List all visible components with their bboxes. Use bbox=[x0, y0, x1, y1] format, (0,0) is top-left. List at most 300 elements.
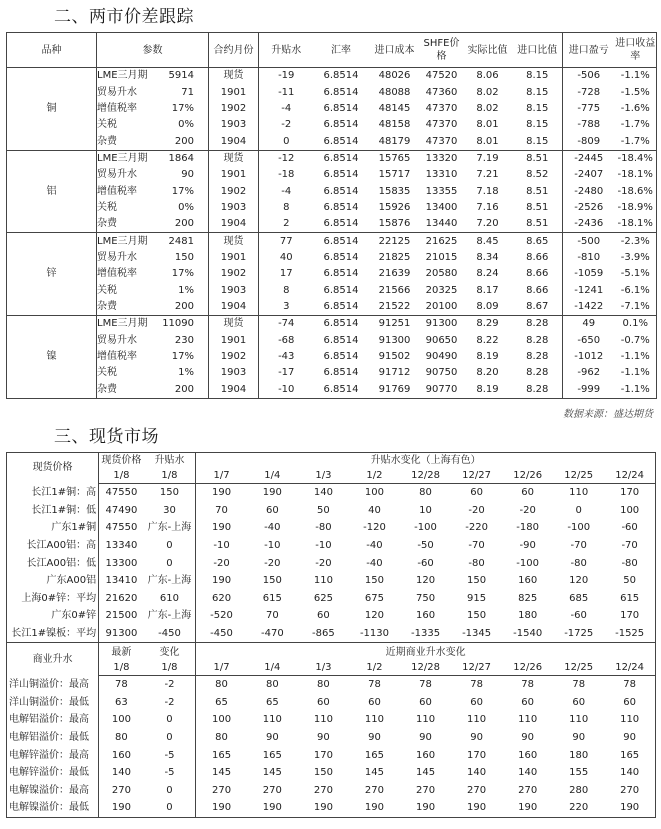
table-cell: 1903 bbox=[209, 282, 259, 298]
table-cell: 160 bbox=[415, 749, 436, 761]
header-cell: 进口比值 bbox=[513, 33, 563, 68]
table-cell: -18.1% bbox=[615, 216, 657, 233]
table-cell: -100 bbox=[414, 522, 437, 534]
table-cell: 230 bbox=[155, 333, 209, 349]
table-row bbox=[7, 625, 656, 643]
table-cell: 620 bbox=[211, 592, 232, 604]
metal-name: 铜 bbox=[7, 68, 97, 151]
table-cell: 6.8514 bbox=[314, 216, 369, 233]
table-cell: 8.51 bbox=[513, 216, 563, 233]
table-row bbox=[7, 84, 657, 100]
table-cell: -1012 bbox=[574, 351, 604, 363]
table-cell: 现货 bbox=[209, 316, 259, 333]
table-cell: -1.7% bbox=[615, 133, 657, 150]
table-cell: 0% bbox=[155, 200, 209, 216]
table-cell: 71 bbox=[155, 84, 209, 100]
table-cell: 270 bbox=[211, 784, 232, 796]
table-cell: 21625 bbox=[425, 235, 458, 247]
table-cell: 7.21 bbox=[476, 169, 499, 181]
table-cell: 1902 bbox=[209, 101, 259, 117]
block-header-row bbox=[7, 453, 656, 470]
table-cell: 200 bbox=[155, 382, 209, 399]
table-cell: 165 bbox=[211, 749, 232, 761]
table-cell: 110 bbox=[569, 714, 589, 726]
table-cell: 200 bbox=[155, 216, 209, 233]
table-cell: 关税 bbox=[97, 367, 117, 379]
table-cell: -180 bbox=[516, 522, 539, 534]
table-cell: -500 bbox=[577, 235, 601, 247]
table-cell: 6.8514 bbox=[314, 299, 369, 316]
block-title: 现货价格 bbox=[7, 453, 99, 484]
table-cell: 190 bbox=[262, 802, 282, 814]
table-cell: -2 bbox=[144, 675, 196, 693]
table-cell: 140 bbox=[518, 767, 538, 779]
table-cell: 60 bbox=[368, 696, 381, 708]
table-cell: 17% bbox=[155, 349, 209, 365]
table-row bbox=[7, 799, 656, 817]
table-cell: 13310 bbox=[425, 169, 458, 181]
table-cell: 8.29 bbox=[476, 318, 499, 330]
table-cell: 增值税率 bbox=[97, 185, 137, 197]
table-row bbox=[7, 250, 657, 266]
table-cell: 11090 bbox=[155, 316, 209, 333]
table-cell: -20 bbox=[213, 557, 230, 569]
table-cell: 90650 bbox=[425, 334, 458, 346]
table-cell: 0 bbox=[144, 799, 196, 817]
table-cell: 47490 bbox=[105, 504, 138, 516]
table-cell: 1904 bbox=[209, 216, 259, 233]
table-cell: 48026 bbox=[378, 70, 411, 82]
table-cell: 60 bbox=[521, 487, 535, 499]
table-cell: 90490 bbox=[425, 351, 458, 363]
table-cell: 1% bbox=[155, 282, 209, 298]
date-cell: 12/24 bbox=[604, 661, 655, 676]
table-cell: 8.22 bbox=[476, 334, 499, 346]
table-row bbox=[7, 183, 657, 199]
table-cell: 21522 bbox=[369, 299, 421, 316]
date-cell: 12/26 bbox=[502, 661, 553, 676]
table-cell: 90770 bbox=[421, 382, 463, 399]
table-cell: -18 bbox=[278, 169, 295, 181]
table-cell: 685 bbox=[569, 592, 589, 604]
table-cell: -775 bbox=[577, 102, 601, 114]
table-cell: 170 bbox=[313, 749, 333, 761]
table-cell: -10 bbox=[315, 540, 332, 552]
table-cell: 1904 bbox=[209, 299, 259, 316]
table-cell: 贸易升水 bbox=[97, 86, 137, 98]
table-cell: 广东0#锌 bbox=[7, 607, 99, 625]
table-cell: -2407 bbox=[574, 169, 604, 181]
table-cell: 60 bbox=[317, 610, 330, 622]
table-cell: 10 bbox=[419, 504, 432, 516]
table-cell: 270 bbox=[111, 784, 131, 796]
table-cell: 60 bbox=[419, 696, 432, 708]
table-cell: 80 bbox=[265, 679, 279, 691]
table-cell: 广东A00铝 bbox=[7, 572, 99, 590]
section3-title: 三、现货市场 bbox=[54, 427, 159, 447]
table-cell: 电解镍溢价：最高 bbox=[7, 782, 99, 800]
table-cell: 关税 bbox=[97, 119, 117, 131]
table-cell: 145 bbox=[262, 767, 282, 779]
table-cell: 电解镍溢价：最低 bbox=[7, 799, 99, 817]
table-cell: 90750 bbox=[425, 367, 458, 379]
table-cell: 6.8514 bbox=[323, 268, 359, 280]
table-cell: 40 bbox=[368, 504, 381, 516]
table-cell: 825 bbox=[518, 592, 538, 604]
table-cell: -470 bbox=[260, 628, 284, 640]
table-cell: 1% bbox=[155, 365, 209, 381]
table-cell: -12 bbox=[278, 152, 295, 164]
table-cell: -0.7% bbox=[620, 334, 650, 346]
table-cell: 155 bbox=[569, 767, 589, 779]
table-cell: -80 bbox=[570, 557, 587, 569]
change-header: 近期商业升水变化 bbox=[196, 643, 656, 661]
table-cell: 21500 bbox=[105, 610, 138, 622]
table-cell: -2526 bbox=[574, 201, 604, 213]
table-cell: 洋山铜溢价：最低 bbox=[7, 694, 99, 712]
table-cell: 60 bbox=[317, 696, 330, 708]
table-cell: 13320 bbox=[425, 152, 458, 164]
date-cell: 1/3 bbox=[298, 469, 349, 484]
table-cell: 8.15 bbox=[513, 117, 563, 133]
table-cell: 90 bbox=[521, 732, 535, 744]
table-cell: 8.20 bbox=[476, 367, 499, 379]
table-cell: 60 bbox=[470, 487, 483, 499]
table-cell: -728 bbox=[577, 86, 601, 98]
header-cell: 合约月份 bbox=[209, 33, 259, 68]
table-cell: 6.8514 bbox=[323, 119, 359, 131]
table-cell: 90 bbox=[368, 732, 381, 744]
table-cell: 91251 bbox=[378, 318, 411, 330]
table-cell: 49 bbox=[582, 318, 596, 330]
table-cell: 长江A00铝：低 bbox=[7, 554, 99, 572]
table-cell: 270 bbox=[364, 784, 385, 796]
table-row bbox=[7, 484, 656, 502]
table-cell: 78 bbox=[623, 679, 636, 691]
table-cell: -1335 bbox=[411, 628, 441, 640]
table-cell: 140 bbox=[111, 767, 131, 779]
table-cell: 145 bbox=[415, 767, 436, 779]
table-cell: -2.3% bbox=[620, 235, 650, 247]
table-cell: 8.02 bbox=[476, 102, 499, 114]
table-cell: 6.8514 bbox=[323, 201, 359, 213]
table-cell: 70 bbox=[215, 504, 228, 516]
table-cell: 110 bbox=[467, 714, 487, 726]
table-cell: -40 bbox=[264, 522, 281, 534]
table-cell: 电解铝溢价：最高 bbox=[7, 711, 99, 729]
table-cell: -18.9% bbox=[617, 201, 653, 213]
date-cell: 12/25 bbox=[553, 469, 604, 484]
table-cell: 160 bbox=[518, 575, 538, 587]
table-cell: 100 bbox=[364, 487, 385, 499]
table-cell: 190 bbox=[364, 802, 385, 814]
table-cell: 长江1#铜：低 bbox=[7, 502, 99, 520]
table-cell: 165 bbox=[364, 749, 385, 761]
table-cell: -1.1% bbox=[620, 70, 650, 82]
table-cell: 6.8514 bbox=[323, 334, 359, 346]
date-cell: 1/4 bbox=[247, 469, 298, 484]
table-cell: 140 bbox=[467, 767, 487, 779]
table-cell: 1901 bbox=[209, 84, 259, 100]
table-cell: -74 bbox=[278, 318, 295, 330]
table-cell: 20100 bbox=[421, 299, 463, 316]
table-cell: 6.8514 bbox=[323, 70, 359, 82]
col-header: 最新 bbox=[99, 643, 144, 661]
table-cell: 90 bbox=[317, 732, 330, 744]
table-cell: 17% bbox=[155, 266, 209, 282]
table-cell: -2 bbox=[144, 694, 196, 712]
date-cell: 12/26 bbox=[502, 469, 553, 484]
table-cell: 90 bbox=[470, 732, 483, 744]
table-cell: 8.15 bbox=[513, 133, 563, 150]
date-cell: 1/2 bbox=[349, 661, 400, 676]
table-cell: -20 bbox=[264, 557, 281, 569]
table-cell: -1540 bbox=[513, 628, 543, 640]
table-cell: 现货 bbox=[209, 233, 259, 250]
table-cell: 65 bbox=[265, 696, 279, 708]
table-cell: 110 bbox=[518, 714, 538, 726]
table-cell: 6.8514 bbox=[323, 102, 359, 114]
date-cell: 1/8 bbox=[99, 661, 144, 676]
table-cell: 0 bbox=[259, 133, 314, 150]
table-cell: -11 bbox=[278, 86, 295, 98]
date-cell: 12/24 bbox=[604, 469, 655, 484]
table-cell: 8.01 bbox=[463, 133, 513, 150]
table-cell: 1904 bbox=[209, 133, 259, 150]
table-cell: 8.45 bbox=[476, 235, 499, 247]
table-cell: -810 bbox=[577, 251, 601, 263]
table-cell: 贸易升水 bbox=[97, 334, 137, 346]
table-cell: 13355 bbox=[425, 185, 458, 197]
table-cell: 长江1#铜：高 bbox=[7, 484, 99, 502]
table-row bbox=[7, 537, 656, 555]
table-cell: 0 bbox=[144, 537, 196, 555]
table-row bbox=[7, 167, 657, 183]
table-cell: 91502 bbox=[378, 351, 411, 363]
table-cell: 70 bbox=[265, 610, 279, 622]
table-cell: 280 bbox=[569, 784, 589, 796]
table-row bbox=[7, 729, 656, 747]
table-cell: 80 bbox=[419, 487, 432, 499]
date-cell: 12/25 bbox=[553, 661, 604, 676]
price-spread-table bbox=[6, 32, 657, 399]
table-cell: 30 bbox=[144, 502, 196, 520]
table-cell: 190 bbox=[111, 802, 131, 814]
table-cell: 110 bbox=[569, 487, 589, 499]
table-cell: 675 bbox=[364, 592, 385, 604]
header-cell: 升贴水 bbox=[259, 33, 314, 68]
block-title: 商业升水 bbox=[7, 643, 99, 676]
table-cell: -1.1% bbox=[620, 351, 650, 363]
date-cell: 12/28 bbox=[400, 661, 451, 676]
table-cell: 180 bbox=[518, 610, 538, 622]
table-cell: 615 bbox=[620, 592, 640, 604]
table-cell: -7.1% bbox=[615, 299, 657, 316]
table-cell: 13340 bbox=[105, 540, 138, 552]
table-cell: 8.06 bbox=[476, 70, 499, 82]
table-cell: 750 bbox=[415, 592, 436, 604]
table-cell: 8.28 bbox=[513, 316, 563, 333]
table-cell: 6.8514 bbox=[323, 367, 359, 379]
table-cell: 22125 bbox=[378, 235, 411, 247]
table-cell: 110 bbox=[313, 575, 333, 587]
date-cell: 1/8 bbox=[99, 469, 144, 484]
table-cell: 150 bbox=[155, 250, 209, 266]
table-cell: -20 bbox=[468, 504, 485, 516]
table-cell: 1901 bbox=[209, 333, 259, 349]
table-row bbox=[7, 133, 657, 150]
table-cell: 1901 bbox=[209, 167, 259, 183]
table-cell: 8.24 bbox=[476, 268, 499, 280]
table-cell: -17 bbox=[278, 367, 295, 379]
table-cell: 6.8514 bbox=[323, 152, 359, 164]
table-cell: 1903 bbox=[209, 117, 259, 133]
table-cell: 6.8514 bbox=[314, 133, 369, 150]
table-cell: 8.65 bbox=[513, 233, 563, 250]
table-cell: -40 bbox=[366, 557, 383, 569]
table-cell: 47370 bbox=[425, 119, 458, 131]
date-cell: 1/8 bbox=[144, 661, 196, 676]
table-cell: 47550 bbox=[105, 522, 138, 534]
table-cell: 8.15 bbox=[513, 68, 563, 85]
table-cell: 杂费 bbox=[97, 382, 155, 399]
table-cell: 78 bbox=[572, 679, 586, 691]
header-cell: 汇率 bbox=[314, 33, 369, 68]
date-cell: 12/28 bbox=[400, 469, 451, 484]
table-row bbox=[7, 233, 657, 250]
table-cell: 110 bbox=[364, 714, 385, 726]
table-cell: 17% bbox=[155, 183, 209, 199]
table-cell: 15926 bbox=[378, 201, 411, 213]
table-cell: 190 bbox=[620, 802, 640, 814]
table-cell: -1241 bbox=[574, 284, 604, 296]
table-cell: 165 bbox=[262, 749, 282, 761]
table-cell: 8.28 bbox=[513, 382, 563, 399]
data-source: 数据来源：盛达期货 bbox=[563, 409, 653, 420]
table-cell: -100 bbox=[516, 557, 539, 569]
table-cell: 100 bbox=[620, 504, 640, 516]
table-row bbox=[7, 349, 657, 365]
table-cell: 270 bbox=[467, 784, 487, 796]
table-row bbox=[7, 266, 657, 282]
table-row bbox=[7, 299, 657, 316]
table-cell: 8 bbox=[283, 284, 290, 296]
col-header: 升贴水 bbox=[144, 453, 196, 470]
table-cell: -1.7% bbox=[620, 119, 650, 131]
table-cell: -2480 bbox=[574, 185, 604, 197]
table-cell: 110 bbox=[620, 714, 640, 726]
table-cell: -809 bbox=[563, 133, 615, 150]
table-cell: 60 bbox=[521, 696, 535, 708]
date-cell: 1/7 bbox=[196, 661, 247, 676]
table-cell: 78 bbox=[470, 679, 483, 691]
table-cell: 200 bbox=[155, 299, 209, 316]
date-cell: 12/27 bbox=[451, 661, 502, 676]
table-cell: 电解锌溢价：最高 bbox=[7, 746, 99, 764]
table-cell: -70 bbox=[468, 540, 485, 552]
date-cell: 12/27 bbox=[451, 469, 502, 484]
table-cell: -1.1% bbox=[615, 382, 657, 399]
table-cell: -1725 bbox=[564, 628, 594, 640]
table-cell: 杂费 bbox=[97, 299, 155, 316]
table-cell: -10 bbox=[259, 382, 314, 399]
table-cell: 78 bbox=[115, 679, 128, 691]
table-cell: 78 bbox=[368, 679, 381, 691]
block-header-row bbox=[7, 643, 656, 661]
table-cell: -1422 bbox=[563, 299, 615, 316]
table-cell: -1345 bbox=[462, 628, 492, 640]
table-cell: 48179 bbox=[369, 133, 421, 150]
table-cell: 200 bbox=[155, 133, 209, 150]
table-cell: -5 bbox=[144, 764, 196, 782]
table-cell: 615 bbox=[262, 592, 282, 604]
table-cell: 170 bbox=[620, 487, 640, 499]
table-cell: 增值税率 bbox=[97, 102, 137, 114]
date-cell: 1/8 bbox=[144, 469, 196, 484]
table-cell: 180 bbox=[569, 749, 589, 761]
table-cell: 6.8514 bbox=[323, 318, 359, 330]
table-cell: 150 bbox=[467, 575, 487, 587]
table-cell: 91712 bbox=[378, 367, 411, 379]
table-row bbox=[7, 675, 656, 693]
table-cell: 广东-上海 bbox=[144, 607, 196, 625]
table-cell: -18.1% bbox=[617, 169, 653, 181]
table-cell: -5 bbox=[144, 746, 196, 764]
table-cell: 21639 bbox=[378, 268, 411, 280]
table-cell: 50 bbox=[317, 504, 330, 516]
table-cell: 40 bbox=[279, 251, 293, 263]
table-cell: 20325 bbox=[425, 284, 458, 296]
table-cell: 6.8514 bbox=[323, 284, 359, 296]
header-cell: 实际比值 bbox=[463, 33, 513, 68]
table-cell: 190 bbox=[211, 575, 232, 587]
table-cell: -5.1% bbox=[620, 268, 650, 280]
table-cell: 15835 bbox=[378, 185, 411, 197]
table-cell: 150 bbox=[467, 610, 487, 622]
table-cell: 13410 bbox=[105, 575, 138, 587]
table-cell: 90 bbox=[155, 167, 209, 183]
table-cell: 8.28 bbox=[513, 365, 563, 381]
table-cell: LME三月期 bbox=[97, 235, 148, 247]
table-cell: -80 bbox=[315, 522, 332, 534]
table-cell: 21620 bbox=[105, 592, 138, 604]
table-cell: -6.1% bbox=[620, 284, 650, 296]
table-cell: -3.9% bbox=[620, 251, 650, 263]
table-cell: -18.4% bbox=[617, 152, 653, 164]
table-cell: 电解铝溢价：最低 bbox=[7, 729, 99, 747]
table-cell: 80 bbox=[317, 679, 330, 691]
table-row bbox=[7, 694, 656, 712]
table-cell: 80 bbox=[215, 679, 228, 691]
table-cell: 8.52 bbox=[513, 167, 563, 183]
table-cell: 120 bbox=[415, 575, 436, 587]
table-cell: 60 bbox=[623, 696, 636, 708]
table-cell: -43 bbox=[278, 351, 295, 363]
table-cell: 65 bbox=[215, 696, 228, 708]
table-row bbox=[7, 764, 656, 782]
table-cell: 0 bbox=[575, 504, 582, 516]
table-cell: -450 bbox=[210, 628, 233, 640]
table-cell: 270 bbox=[415, 784, 436, 796]
table-row bbox=[7, 200, 657, 216]
table-cell: 8.28 bbox=[513, 333, 563, 349]
table-cell: 现货 bbox=[209, 68, 259, 85]
table-cell: -1525 bbox=[615, 628, 645, 640]
table-cell: 47360 bbox=[425, 86, 458, 98]
table-cell: -40 bbox=[366, 540, 383, 552]
header-cell: SHFE价格 bbox=[421, 33, 463, 68]
table-cell: LME三月期 bbox=[97, 318, 148, 330]
